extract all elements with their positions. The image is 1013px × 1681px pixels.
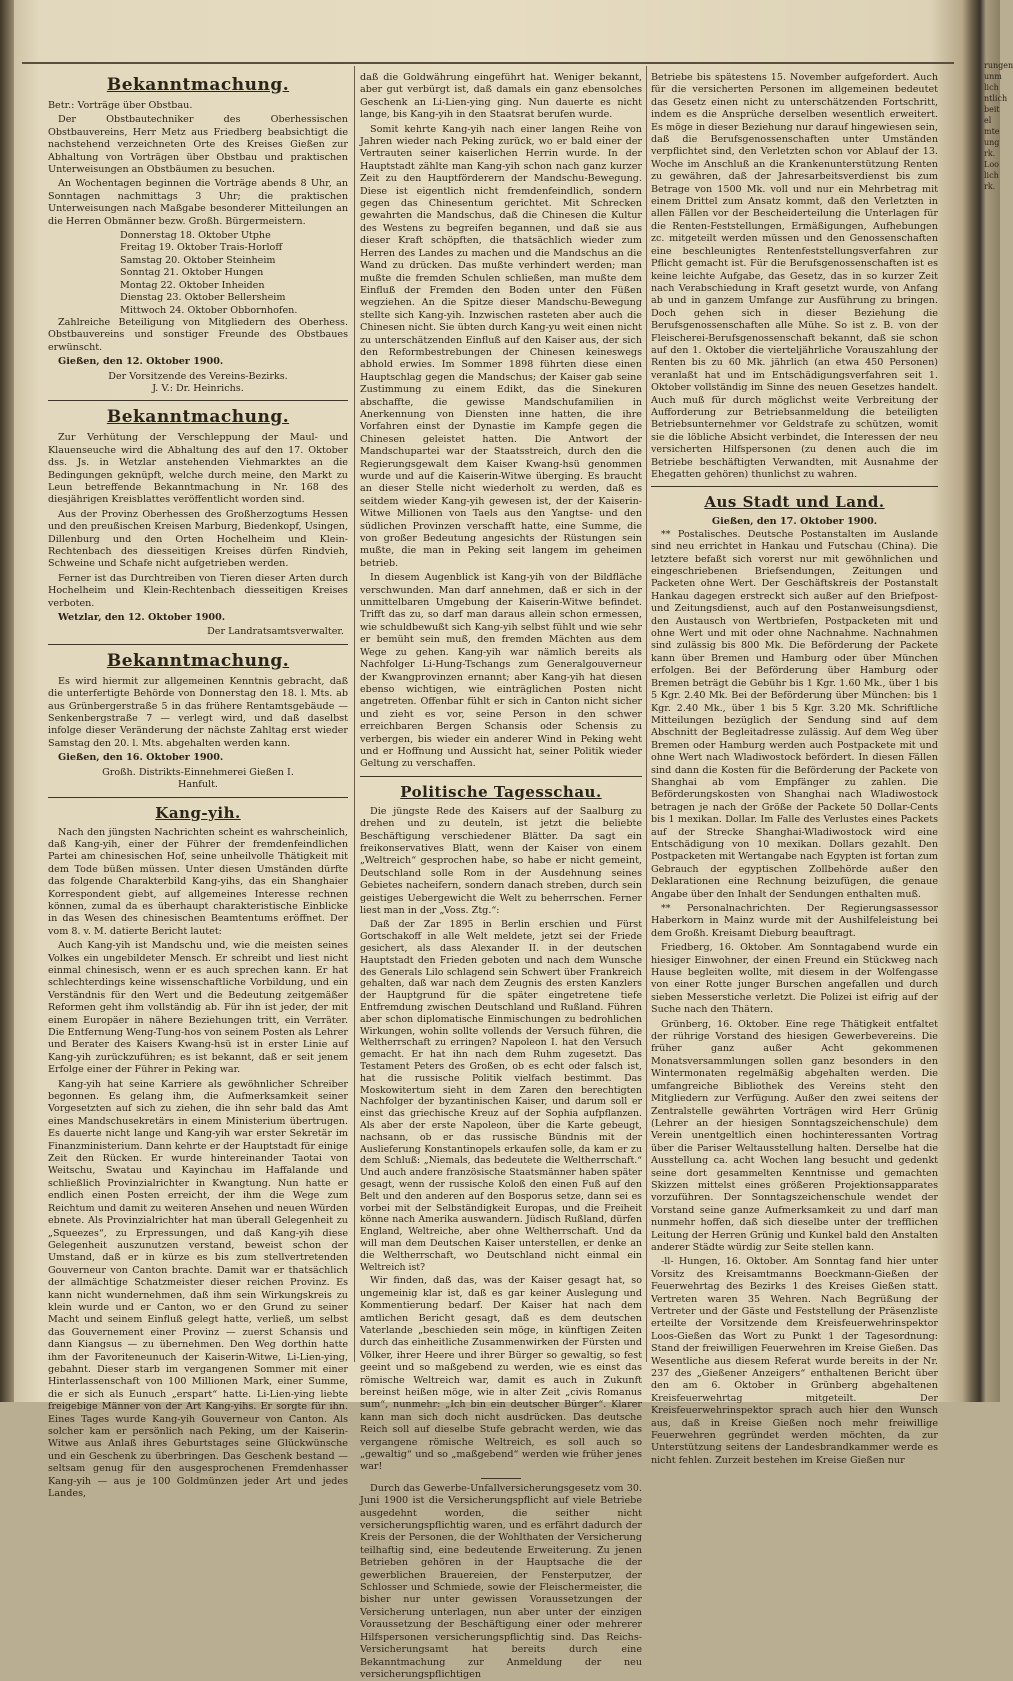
signature: Großh. Distrikts-Einnehmerei Gießen I. [102,766,294,778]
paragraph: Betriebe bis spätestens 15. November aufgefordert. Auch für die versicherten Personen im allgemeinen bedeutet das Gesetz einen nicht zu unterschätzenden Fortschritt, indem es die Ansprüche derselben wesentlich erweitert. Es möge in dieser Beziehung nur darauf hingewiesen sein, daß die Berufsgenossenschaften unter Umständen verpflichtet sind, den Verletzten schon vor Ablauf der 13. Woche im Anschluß an die Krankenunterstützung Renten zu gewähren, daß der Jahresarbeitsverdienst bis zum Betrage von 1500 Mk. voll und nur ein Mehrbetrag mit einem Drittel zum Ansatz kommt, daß den Verletzten in allen Fällen vor der Bescheiderteilung die Unterlagen für die Renten-Feststellungen, Ermäßigungen, Aufhebungen zc. mitgeteilt werden müssen und den Genossenschaften eine beschleunigtes Rentenfeststellungsverfahren zur Pflicht gemacht ist. Für die Berufsgenossenschaften ist es keine leichte Aufgabe, das Gesetz, das in so kurzer Zeit nach Verabschiedung in Kraft gesetzt wurde, von Anfang ab und in ganzem Umfange zur Ausführung zu bringen. Doch gehen sich in dieser Beziehung die Berufsgenossenschaften alle Mühe. So ist z. B. von der Fleischerei-Berufsgenossenschaft bekannt, daß sie schon auf den 1. Oktober die vierteljährliche Vorauszahlung der Renten bis zu 60 Mk. jährlich (an etwa 450 Personen) veranlaßt hat und im Entschädigungsverfahren seit 1. Oktober vollständig im Sinne des neuen Gesetzes handelt. Auch muß für durch möglichst weite Verbreitung der Aufforderung zur Betriebsanmeldung die beteiligten Betriebsunternehmer vor Geldstrafe zu schützen, womit sie die löbliche Absicht verbindet, die Interessen der neu versicherten Hilfspersonen (zu denen auch die im Betriebe beschäftigten Verwandten, mit Ausnahme der Ehegatten gehören) thunlichst zu wahren. [651,72,938,480]
top-rule [22,62,954,64]
strip-fragment: Loo [984,160,999,169]
strip-fragment: rk. [984,182,996,191]
column-divider [354,66,355,1362]
paragraph: In diesem Augenblick ist Kang-yih von der Bildfläche verschwunden. Man darf annehmen, daß er sich in der unmittelbaren Umgebung der Kaiserin-Witwe befindet. Trifft das zu, so darf man daraus allein schon ermessen, wie schuldbewußt sich Kang-yih selbst fühlt und wie sehr er bemüht sein muß, den fremden Mächten aus dem Wege zu gehen. Kang-yih war nämlich bereits als Nachfolger Li-Hung-Tschangs zum Generalgouverneur der Kwangprovinzen ernannt; aber Kang-yih hat diesen ebenso wichtigen, wie einträglichen Posten nicht angetreten. Offenbar fühlt er sich in Canton nicht sicher und zieht es vor, seine Person in den schwer erreichbaren Bergen Schansis oder Schensis zu verbergen, bis wieder ein anderer Wind in Peking weht und er Hoffnung und Aussicht hat, seiner Politik wieder Geltung zu verschaffen. [360,572,642,770]
paragraph: Zahlreiche Beteiligung von Mitgliedern des Oberhess. Obstbauvereins und sonstiger Freunde des Obstbaues erwünscht. [48,316,348,353]
paragraph: Kang-yih hat seine Karriere als gewöhnlicher Schreiber begonnen. Es gelang ihm, die Aufmerksamkeit seiner Vorgesetzten auf sich zu ziehen, die ihn sehr bald das Amt eines Mandschusekretärs in einem Ministerium übertrugen. Es dauerte nicht lange und Kang-yih war erster Sekretär im Finanzministerium. Dann kehrte er der Hauptstadt für einige Zeit den Rücken. Er wurde hintereinander Taotai von Weitschu, Swatau und Kayinchau im Haffalande und schließlich Provinzialrichter in Kwangtung. Nun hatte er endlich einen Posten erreicht, der ihm die Wege zum Reichtum und damit zu weiteren Ansehen und neuen Würden ebnete. Als Provinzialrichter hat man überall Gelegenheit zu „Squeezes“, zu Erpressungen, und daß Kang-yih diese Gelegenheit auszunutzen verstand, beweist schon der Umstand, daß er in kürze es bis zum stellvertretenden Gouverneur von Canton brachte. Damit war er thatsächlich der allmächtige Schatzmeister dieser reichen Provinz. Es kann nicht wundernehmen, daß ihm sein Wirkungskreis zu klein wurde und er Canton, wo er den Grund zu seiner Macht und seinem Einfluß gelegt hatte, verließ, um selbst das Gouvernement einer Provinz — zuerst Schansis und dann Kiangsus — zu übernehmen. Den Weg dorthin hatte ihm der Favoriteneunuch der Kaiserin-Witwe, Li-Lien-ying, gebahnt. Dieser starb im vergangenen Sommer mit einer Hinterlassenschaft von 100 Millionen Mark, einer Summe, die er sich als Eunuch „erspart“ hatte. Li-Lien-ying liebte freigebige Männer von der Art Kang-yihs. Er sorgte für ihn. Eines Tages wurde Kang-yih Gouverneur von Canton. Als solcher kam er persönlich nach Peking, um der Kaiserin-Witwe aus Anlaß ihres Geburtstages seine Glückwünsche und ein Geschenk zu überbringen. Das Geschenk bestand — seltsam genug für den ausgesprochenen Fremdenhasser Kang-yih — aus je 100 Goldmünzen jeder Art und jedes Landes, [48,1078,348,1500]
schedule-item: Freitag 19. Oktober Trais-Horloff [120,242,283,254]
strip-fragment: unm [984,72,1002,81]
schedule-item: Samstag 20. Oktober Steinheim [120,254,276,266]
strip-fragment: lich [984,171,999,180]
paragraph: An Wochentagen beginnen die Vorträge abends 8 Uhr, an Sonntagen nachmittags 3 Uhr; die praktischen Unterweisungen nach Maßgabe besonderer Mitteilungen an die Herren Obmänner bezw. Großh. Bürgermeistern. [48,178,348,227]
column-right [651,72,938,1466]
paragraph: -ll- Hungen, 16. Oktober. Am Sonntag fand hier unter Vorsitz des Kreisamtmanns Boeckmann-Gießen der Feuerwehrtag des Bezirks 1 des Kreises Gießen statt. Vertreten waren 35 Wehren. Nach Begrüßung der Vertreter und der Gäste und Feststellung der Präsenzliste erteilte der Vorsitzende dem Kreisfeuerwehrinspektor Loos-Gießen das Wort zu Punkt 1 der Tagesordnung: Stand der freiwilligen Feuerwehren im Kreise Gießen. Das Wesentliche aus diesem Referat wurde bereits in der Nr. 237 des „Gießener Anzeigers“ enthaltenen Bericht über den am 6. Oktober in Grünberg abgehaltenen Kreisfeuerwehrtag mitgeteilt. Der Kreisfeuerwehrinspektor sprach auch hier den Wunsch aus, daß in Kreise Gießen noch mehr freiwillige Feuerwehren gegründet werden möchten, da zur Unterstützung seitens der Landesbrandkammer werde es nicht fehlen. Zurzeit bestehen im Kreise Gießen nur [651,1256,938,1466]
column-left [48,72,348,1500]
paragraph: Somit kehrte Kang-yih nach einer langen Reihe von Jahren wieder nach Peking zurück, wo er bald einer der Vertrauten seiner kaiserlichen Herrin wurde. In der Hauptstadt zählte man Kang-yih schon nach ganz kurzer Zeit zu den Hauptförderern der Mandschu-Bewegung. Diese ist eigentlich nicht fremdenfeindlich, sondern gegen das Chinesentum gerichtet. Mit Schrecken gewahrten die Mandschus, daß die Chinesen die Kultur des Westens zu begreifen begannen, und daß sie aus dieser Kraft schöpften, die thatsächlich wieder zum Herren des Landes zu machen und die Mandschus an die Wand zu drücken. Das mußte verhindert werden; man mußte die fremden Schulen schließen, man mußte dem Einfluß der Fremden den Boden unter den Füßen wegziehen. An die Spitze dieser Mandschu-Bewegung stellte sich Kang-yih. Inzwischen rasteten aber auch die Chinesen nicht. Sie übten durch Kang-yu weit einen nicht zu unterschätzenden Einfluß auf den Kaiser aus, der sich den Reformbestrebungen der Chinesen keineswegs abhold erwies. Im Sommer 1898 führten diese einen Hauptschlag gegen die Mandschus; der Kaiser gab seine Zustimmung zu einem Edikt, das die Sinekuren abschaffte, die gewisse Mandschufamilien in Anerkennung von Diensten inne hatten, die ihre Vorfahren einst der Dynastie im Kampfe gegen die Chinesen geleistet hatten. Die Antwort der Mandschupartei war der Staatsstreich, durch den die Regierungsgewalt dem Kaiser Kwang-hsü genommen wurde und auf die Kaiserin-Witwe überging. Es braucht an dieser Stelle nicht wiederholt zu werden, daß es seitdem wieder Kang-yih gewesen ist, der der Kaiserin-Witwe Millionen von Taels aus den Yangtse- und den südlichen Provinzen verschafft hatte, eine Summe, die von großer Bedeutung angesichts der Rüstungen sein mußte, die man in Peking seit langem im geheimen betrieb. [360,123,642,569]
strip-fragment: el [984,116,992,125]
paragraph: daß die Goldwährung eingeführt hat. Weniger bekannt, aber gut verbürgt ist, daß damals ein ganz ebensolches Geschenk an Li-Lien-ying ging. Nun dauerte es nicht lange, bis Kang-yih in den Staatsrat berufen wurde. [360,72,642,121]
paragraph: Wir finden, daß das, was der Kaiser gesagt hat, so ungemeinig klar ist, daß es gar keiner Auslegung und Kommentierung bedarf. Der Kaiser hat nach dem amtlichen Bericht gesagt, daß es dem deutschen Vaterlande „beschieden sein möge, in künftigen Zeiten durch das einheitliche Zusammenwirken der Fürsten und Völker, ihrer Heere und ihrer Bürger so gewaltig, so fest geeint und so maßgebend zu werden, wie es einst das römische Weltreich war, damit es auch in Zukunft bereinst heißen möge, wie in alter Zeit „civis Romanus sum“, nunmehr: „Ich bin ein deutscher Bürger“. Klarer kann man sich doch nicht ausdrücken. Das deutsche Reich soll auf dieselbe Stufe gebracht werden, wie das vergangene römische Weltreich, es soll auch so „gewaltig“ und so „maßgebend“ werden wie früher jenes war! [360,1275,642,1473]
signature: J. V.: Dr. Heinrichs. [152,382,244,394]
schedule-item: Mittwoch 24. Oktober Obbornhofen. [120,304,298,316]
announcement-heading: Bekanntmachung. [106,650,290,671]
paragraph: Durch das Gewerbe-Unfallversicherungsgesetz vom 30. Juni 1900 ist die Versicherungspflicht auf viele Betriebe ausgedehnt worden, die seither nicht versicherungspflichtig waren, und es erfährt dadurch der Kreis der Personen, die der Wohlthaten der Versicherung teilhaftig sind, eine bedeutende Erweiterung. Zu jenen Betrieben gehören in der Hauptsache die der gewerblichen Brauereien, der Fensterputzer, der Schlosser und Schmiede, sowie der Fleischermeister, die bisher nur unter gewissen Voraussetzungen der Versicherung unterlagen, nun aber unter der einzigen Voraussetzung der Beschäftigung einer oder mehrerer Hilfspersonen versicherungspflichtig sind. Das Reichs-Versicherungsamt hat bereits durch eine Bekanntmachung zur Anmeldung der neu versicherungspflichtigen [360,1482,642,1680]
signature: Hanfult. [178,779,218,791]
column-middle [360,72,642,1680]
signature: Der Vorsitzende des Vereins-Bezirks. [108,370,288,382]
strip-fragment: ntlich [984,94,1008,103]
dateline: Gießen, den 17. Oktober 1900. [711,516,878,528]
paragraph: Grünberg, 16. Oktober. Eine rege Thätigkeit entfaltet der rührige Vorstand des hiesigen Gewerbevereins. Die früher ganz außer Acht gekommenen Monatsversammlungen sollen ganz besonders in den Wintermonaten regelmäßig abgehalten werden. Die umfangreiche Bibliothek des Vereins steht den Mitgliedern zur Verfügung. Außer den zwei seitens der Zentralstelle gewährten Vorträgen wird Herr Grünig (Lehrer an der hiesigen Sonntagszeichenschule) dem Verein unentgeltlich einen hochinteressanten Vortrag über die Pariser Weltausstellung halten. Derselbe hat die Ausstellung ca. acht Wochen lang besucht und gedenkt seine dort gesammelten Kenntnisse und gemachten Skizzen mittelst eines größeren Projektionsapparates vorzuführen. Der Sonntagszeichenschule wendet der Vorstand seine ganze Aufmerksamkeit zu und darf man nunmehr hoffen, daß sich dieselbe unter der trefflichen Leitung der Herren Grünig und Kunkel bald den Anstalten anderer Städte würdig zur Seite stellen kann. [651,1018,938,1253]
announcement-heading: Bekanntmachung. [106,407,290,428]
paragraph: Zur Verhütung der Verschleppung der Maul- und Klauenseuche wird die Abhaltung des auf den 17. Oktober dss. Js. in Wetzlar anstehenden Viehmarktes an die Bedingungen geknüpft, welche durch meine, den Markt zu Leun betreffende Bekanntmachung in Nr. 168 des diesjährigen Kreisblattes veröffentlicht worden sind. [48,432,348,506]
announcement-subject: Betr.: Vorträge über Obstbau. [48,100,193,111]
strip-fragment: beit [984,105,1000,114]
strip-fragment: mte [984,127,1000,136]
announcement-heading: Bekanntmachung. [106,75,290,95]
schedule-item: Montag 22. Oktober Inheiden [120,279,265,291]
section-rule [48,644,348,645]
section-rule [651,486,938,487]
schedule-item: Donnerstag 18. Oktober Utphe [120,230,271,242]
section-heading: Aus Stadt und Land. [704,493,885,512]
strip-fragment: rk. [984,149,996,158]
paragraph: Es wird hiermit zur allgemeinen Kenntnis gebracht, daß die unterfertigte Behörde von Donnerstag den 18. l. Mts. ab aus Grünbergerstraße 5 in das frühere Rentamtsgebäude — Senkenbergstraße 7 — verlegt wird, und daß daselbst infolge dieser Veränderung der nächste Zahltag erst wieder Samstag den 20. l. Mts. abgehalten werden kann. [48,675,348,749]
short-rule [481,1478,521,1479]
paragraph: Ferner ist das Durchtreiben von Tieren dieser Arten durch Hochelheim und Klein-Rechtenbach diesseitigen Kreises verboten. [48,572,348,609]
strip-fragment: ung [984,138,1000,147]
paragraph: Friedberg, 16. Oktober. Am Sonntagabend wurde ein hiesiger Einwohner, der einen Freund ein Stückweg nach Hause begleiten wollte, mit diesem in der Wolfengasse von einer Rotte junger Burschen angefallen und durch sieben Messerstiche verletzt. Die Polizei ist eifrig auf der Suche nach den Thätern. [651,942,938,1016]
section-rule [360,776,642,777]
dateline: Gießen, den 12. Oktober 1900. [58,356,224,368]
dateline: Gießen, den 16. Oktober 1900. [58,752,224,764]
paragraph: Die jüngste Rede des Kaisers auf der Saalburg zu drehen und zu deuteln, ist jetzt die beliebte Beschäftigung verschiedener Blätter. Da sagt ein freikonservatives Blatt, wenn der Kaiser von einem „Weltreich“ gesprochen habe, so habe er nicht gemeint, Deutschland solle Rom in der Ausdehnung seines Gebietes nacheifern, sondern danach streben, durch sein geistiges Uebergewicht die Welt zu beherrschen. Ferner liest man in der „Voss. Ztg.“: [360,805,642,916]
page-binding-edge [0,0,14,1402]
schedule-item: Dienstag 23. Oktober Bellersheim [120,292,286,304]
adjacent-page-strip [984,60,1013,1402]
schedule-item: Sonntag 21. Oktober Hungen [120,267,264,279]
strip-fragment: rungen [984,61,1013,70]
column-divider [646,66,647,1362]
paragraph: Aus der Provinz Oberhessen des Großherzogtums Hessen und den preußischen Kreisen Marburg, Biedenkopf, Usingen, Dillenburg und den Orten Hochelheim und Klein-Rechtenbach des diesseitigen Kreises dürfen Rindvieh, Schweine und Schafe nicht aufgetrieben werden. [48,508,348,570]
article-heading: Kang-yih. [155,803,241,822]
paragraph: Der Obstbautechniker des Oberhessischen Obstbauvereins, Herr Metz aus Friedberg beabsichtigt die nachstehend verzeichneten Orte des Kreises Gießen zur Abhaltung von Vorträgen über Obstbau und praktischen Unterweisungen an Obstbäumen zu besuchen. [48,114,348,176]
paragraph: ** Postalisches. Deutsche Postanstalten im Auslande sind neu errichtet in Hankau und Futschau (China). Die letztere befaßt sich vorerst nur mit gewöhnlichen und eingeschriebenen Briefsendungen, Zeitungen und Packeten ohne Wert. Der Geschäftskreis der Postanstalt Hankau dagegen erstreckt sich außer auf den Briefpost- und Zeitungsdienst, auch auf den Postanweisungsdienst, den Austausch von Wertbriefen, Postpacketen mit und ohne Wert und mit oder ohne Nachnahme. Nachnahmen sind zulässig bis 800 Mk. Die Beförderung der Packete kann über Bremen und Hamburg oder über München erfolgen. Bei der Beförderung über Hamburg oder Bremen beträgt die Gebühr bis 1 Kgr. 1.60 Mk., über 1 bis 5 Kgr. 2.40 Mk. Bei der Beförderung über München: bis 1 Kgr. 2.40 Mk., über 1 bis 5 Kgr. 3.20 Mk. Schriftliche Mitteilungen bezüglich der Sendung sind auf dem Abschnitt der Begleitadresse zulässig. Auf dem Weg über Bremen oder Hamburg werden auch Postpackete mit und ohne Wert nach Wladiwostock befördert. In diesen Fällen sind dann die Kosten für die Beförderung der Packete von Shanghai ab vom Empfänger zu zahlen. Die Beförderungskosten von Shanghai nach Wladiwostock betragen je nach der Größe der Packete 50 Dollar-Cents bis 1 mexikan. Dollar. Im Falle des Verlustes eines Packets auf der Strecke Shanghai-Wladiwostock wird eine Entschädigung von 10 mexikan. Dollars gezahlt. Den Postpacketen mit Wertangabe nach Egypten ist fortan zum Gebrauch der egyptischen Zollbehörde außer den Deklarationen eine Rechnung beizufügen, die genaue Angabe über den Inhalt der Sendungen enthalten muß. [651,528,938,900]
section-rule [48,797,348,798]
paragraph: Auch Kang-yih ist Mandschu und, wie die meisten seines Volkes ein ungebildeter Mensch. Er schreibt und liest nicht einmal chinesisch, wenn er es auch sprechen kann. Er hat schlechterdings keine wissenschaftliche Vorbildung, und ein Verständnis für den Wert und die Bedeutung zeitgemäßer Reformen geht ihm vollständig ab. Für ihn ist jeder, der mit einem Europäer in nähere Beziehungen tritt, ein Verräter. Die Entfernung Weng-Tung-hos von seinem Posten als Lehrer und Berater des Kaisers Kwang-hsü ist in erster Linie auf Kang-yih zurückzuführen; es ist bekannt, daß er seit jenem Erfolge einer der Führer in Peking war. [48,940,348,1076]
strip-fragment: lich [984,83,999,92]
section-rule [48,400,348,401]
quoted-paragraph: Daß der Zar 1895 in Berlin erschien und Fürst Gortschakoff in alle Welt meldete, jetzt sei der Friede gesichert, als dass Alexander II. in der deutschen Hauptstadt den Frieden geboten und nach dem Wunsche des Generals Lilo schlagend sein Schwert über Frankreich gehalten, daß war nach dem Zeugnis des ersten Kanzlers der Hauptgrund für die später eingetretene tiefe Entfremdung zwischen Deutschland und Rußland. Führen aber schon diplomatische Einmischungen zu bedrohlichen Wirkungen, wohin sollte vollends der Versuch führen, die Weltherrschaft zu erringen? Napoleon I. hat den Versuch gemacht. Er hat ihn nach dem Ruhm zugesetzt. Das Testament Peters des Großen, ob es echt oder falsch ist, hat die russische Politik vielfach bestimmt. Das Moskowitertum sieht in dem Zaren den berechtigten Nachfolger der byzantinischen Kaiser, und darum soll er einst das griechische Kreuz auf der Sophia aufpflanzen. Als aber der erste Napoleon, über die Karte gebeugt, nachsann, ob er das russische Bündnis mit der Auslieferung Konstantinopels erkaufen solle, da kam er zu dem Schluß: „Niemals, das bedeutete die Weltherrschaft.“ Und auch andere französische Staatsmänner haben später gesagt, wenn der russische Koloß den einen Fuß auf den Belt und den anderen auf den Bosporus setze, dann sei es vorbei mit der Selbständigkeit Europas, und die Freiheit könne nach Amerika auswandern. Jüdisch Rußland, dürfen England, Weltreiche, aber ohne Weltherrschaft. Und da will man dem Deutschen Kaiser unterstellen, er denke an die Weltherrschaft, wo Deutschland nicht einmal ein Weltreich ist? [360,919,642,1273]
dateline: Wetzlar, den 12. Oktober 1900. [58,612,226,624]
paragraph: ** Personalnachrichten. Der Regierungsassessor Haberkorn in Mainz wurde mit der Aushilfeleistung bei dem Großh. Kreisamt Dieburg beauftragt. [651,903,938,939]
signature: Der Landratsamtsverwalter. [207,626,344,638]
section-heading: Politische Tagesschau. [400,782,602,801]
paragraph: Nach den jüngsten Nachrichten scheint es wahrscheinlich, daß Kang-yih, einer der Führer der fremdenfeindlichen Partei am chinesischen Hof, seine unheilvolle Thätigkeit mit dem Tode büßen müssen. Unter diesen Umständen dürfte das folgende Charakterbild Kang-yihs, das ein Shanghaier Korrespondent giebt, auf allgemeines Interesse rechnen können, zumal da es überhaupt charakteristische Einblicke in das Wesen des chinesischen Beamtentums eröffnet. Der vom 8. v. M. datierte Bericht lautet: [48,826,348,937]
